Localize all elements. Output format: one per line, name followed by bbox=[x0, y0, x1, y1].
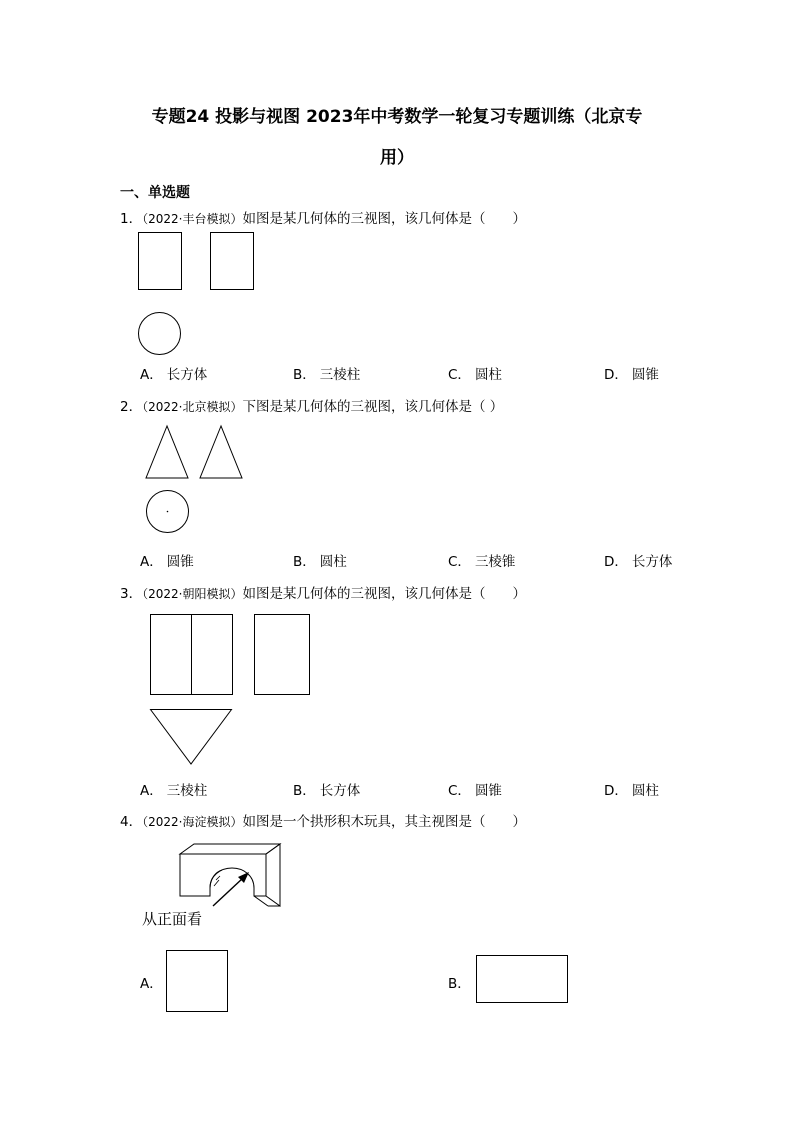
arrow-line-icon bbox=[213, 878, 243, 906]
front-view-rectangle bbox=[139, 233, 182, 290]
question-4-option-a[interactable] bbox=[140, 972, 167, 992]
question-number: 1． bbox=[120, 211, 143, 227]
option-a-square[interactable] bbox=[164, 948, 232, 1014]
question-2 bbox=[120, 395, 503, 415]
question-2-option-b[interactable] bbox=[293, 550, 347, 570]
section-heading: 一、单选题 bbox=[120, 185, 190, 201]
question-1-option-d[interactable] bbox=[604, 363, 659, 383]
view-direction-label: 从正面看 bbox=[142, 910, 203, 928]
option-text: 圆锥 bbox=[474, 783, 502, 799]
option-b-rectangle[interactable] bbox=[474, 953, 572, 1007]
side-view-rectangle bbox=[211, 233, 254, 290]
question-number: 3． bbox=[120, 586, 143, 602]
option-key: A． bbox=[140, 367, 163, 383]
option-text: 三棱柱 bbox=[166, 783, 208, 799]
question-3-option-c[interactable] bbox=[448, 779, 502, 799]
option-text: 圆柱 bbox=[319, 554, 347, 570]
question-3 bbox=[120, 582, 526, 602]
question-1-option-b[interactable] bbox=[293, 363, 360, 383]
question-1-option-c[interactable] bbox=[448, 363, 502, 383]
option-key: A． bbox=[140, 783, 163, 799]
question-number: 2． bbox=[120, 399, 143, 415]
question-2-option-a[interactable] bbox=[140, 550, 194, 570]
option-key: A． bbox=[140, 976, 163, 992]
arch-top-face bbox=[180, 844, 280, 854]
question-3-option-a[interactable] bbox=[140, 779, 207, 799]
question-source: （2022·海淀模拟） bbox=[142, 815, 243, 829]
option-key: D． bbox=[604, 554, 628, 570]
question-text: 如图是某几何体的三视图，该几何体是（ ） bbox=[242, 211, 526, 227]
option-text: 三棱柱 bbox=[319, 367, 361, 383]
option-text: 圆柱 bbox=[474, 367, 502, 383]
question-source: （2022·朝阳模拟） bbox=[142, 587, 243, 601]
option-key: B． bbox=[293, 783, 316, 799]
top-view-triangle bbox=[151, 710, 232, 765]
question-1-three-views bbox=[130, 225, 270, 360]
arch-bottom-right bbox=[254, 896, 268, 906]
question-4 bbox=[120, 810, 526, 830]
option-key: C． bbox=[448, 783, 471, 799]
question-3-option-b[interactable] bbox=[293, 779, 360, 799]
front-view-triangle bbox=[146, 426, 188, 478]
option-key: D． bbox=[604, 783, 628, 799]
option-text: 圆锥 bbox=[166, 554, 194, 570]
question-2-three-views bbox=[140, 420, 250, 535]
option-a-shape bbox=[167, 951, 228, 1012]
option-key: B． bbox=[293, 367, 316, 383]
question-3-three-views bbox=[140, 605, 320, 775]
side-view-rectangle bbox=[255, 615, 310, 695]
side-view-triangle bbox=[200, 426, 242, 478]
viewing-arrow bbox=[205, 868, 255, 913]
option-text: 长方体 bbox=[319, 783, 361, 799]
question-text: 如图是一个拱形积木玩具，其主视图是（ ） bbox=[242, 814, 526, 830]
question-text: 如图是某几何体的三视图，该几何体是（ ） bbox=[242, 586, 526, 602]
question-2-option-c[interactable] bbox=[448, 550, 515, 570]
option-key: D． bbox=[604, 367, 628, 383]
option-key: A． bbox=[140, 554, 163, 570]
option-key: B． bbox=[448, 976, 471, 992]
page-title-continued: 用） bbox=[380, 148, 414, 168]
top-view-center-dot bbox=[167, 511, 169, 513]
question-2-option-d[interactable] bbox=[604, 550, 672, 570]
question-4-option-b[interactable] bbox=[448, 972, 475, 992]
question-1 bbox=[120, 207, 526, 227]
option-text: 圆柱 bbox=[631, 783, 659, 799]
option-key: B． bbox=[293, 554, 316, 570]
option-text: 长方体 bbox=[166, 367, 208, 383]
option-key: C． bbox=[448, 367, 471, 383]
page-title: 专题24 投影与视图 2023年中考数学一轮复习专题训练（北京专 bbox=[151, 107, 643, 127]
top-view-circle bbox=[139, 313, 181, 355]
option-text: 三棱锥 bbox=[474, 554, 516, 570]
question-1-option-a[interactable] bbox=[140, 363, 207, 383]
option-b-shape bbox=[477, 956, 568, 1003]
question-number: 4． bbox=[120, 814, 143, 830]
question-text: 下图是某几何体的三视图，该几何体是（ ） bbox=[242, 399, 504, 415]
arch-side-face bbox=[266, 844, 280, 906]
question-source: （2022·北京模拟） bbox=[142, 400, 243, 414]
option-text: 圆锥 bbox=[631, 367, 659, 383]
option-key: C． bbox=[448, 554, 471, 570]
question-3-option-d[interactable] bbox=[604, 779, 659, 799]
question-source: （2022·丰台模拟） bbox=[142, 212, 243, 226]
option-text: 长方体 bbox=[631, 554, 673, 570]
